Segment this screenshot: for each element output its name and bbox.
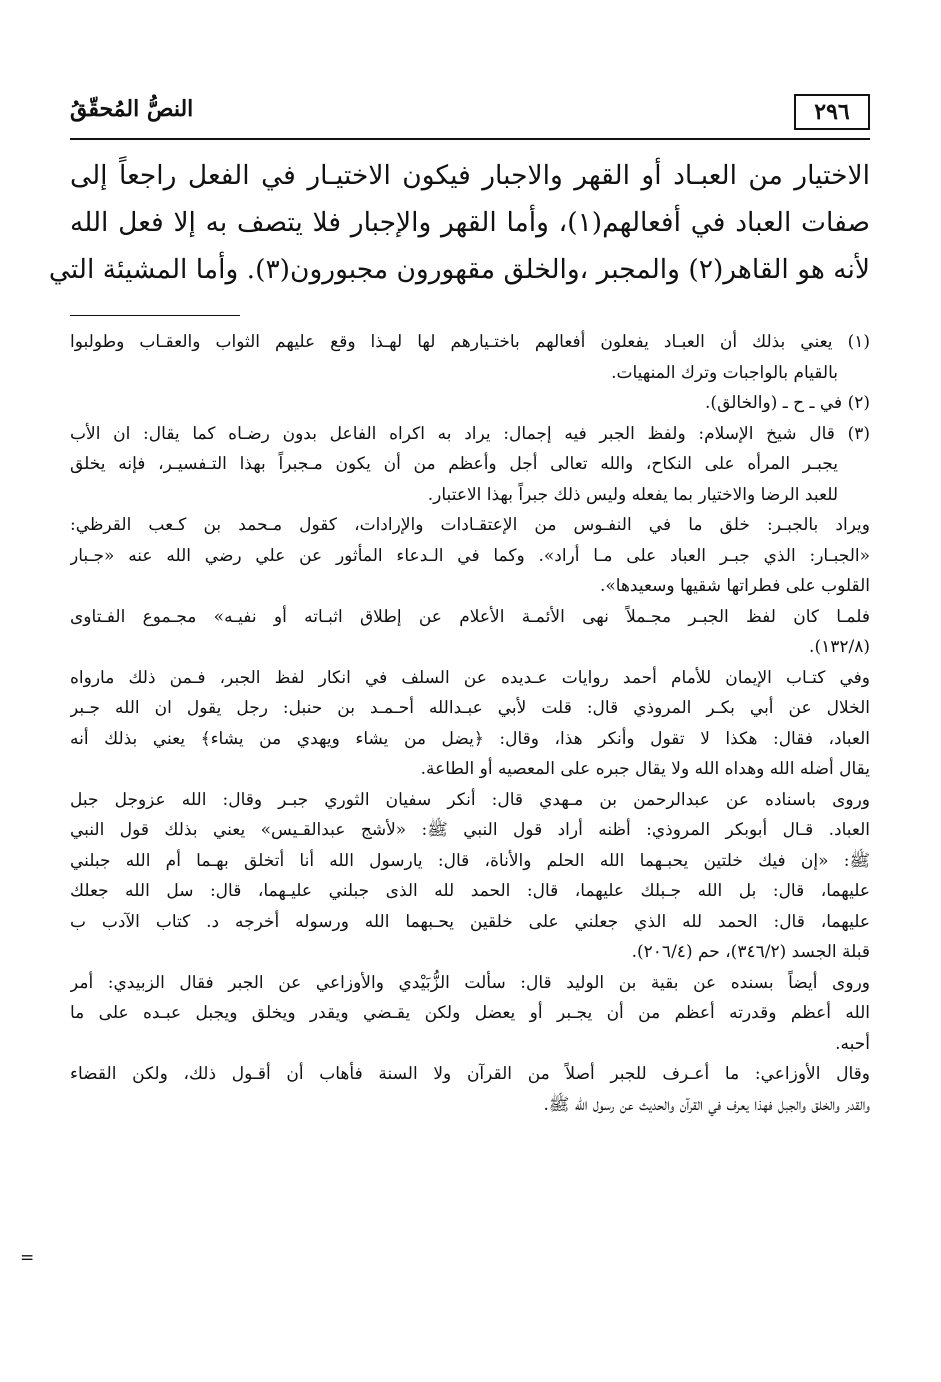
footnote-line: بالقيام بالواجبات وترك المنهيات. [611, 362, 838, 383]
footnote-line: (١) يعني بذلك أن العبـاد يفعلون أفعالهم باختـيارهم لها لهـذا وقع عليهم الثواب والعقـاب وطولبوا [70, 332, 870, 352]
footnote-line: العباد. قـال أبوبكر المروذي: أظنه أراد قول النبي ﷺ: «لأشج عبدالقـيس» يعني بذلك قول النبي [70, 820, 870, 840]
footnote-line: يقال أضله الله وهداه الله ولا يقال جبره على المعصيه أو الطاعة. [420, 759, 870, 779]
main-text-line: لأنه هو القاهر(٢) والمجبر ،والخلق مقهورون مجبورون(٣). وأما المشيئة التي [48, 254, 870, 285]
footnote-line: فلمـا كان لفظ الجبـر مجـملاً نهى الأئمـة الأعلام عن إطلاق اثبـاته أو نفيـه» مجـموع الفـتاوى [70, 606, 870, 627]
footnote-rule-wrap [70, 293, 870, 323]
footnote-line: وروى باسناده عن عبدالرحمن بن مـهدي قال: أنكر سفيان الثوري جبـر وقال: الله عزوجل جبل [70, 789, 870, 810]
footnote-line: وقال الأوزاعي: ما أعـرف للجبر أصلاً من القرآن ولا السنة فأهاب أن أقـول ذلك، ولكن القضاء [70, 1064, 870, 1084]
running-title: النصُّ المُحقّقُ [70, 96, 194, 122]
footnote-line: والقدر والخلق والجبل فهذا يعرف في القرآن والحديث عن رسول الله ﷺ. [543, 1094, 870, 1115]
main-text [48, 152, 870, 293]
page-header [70, 86, 870, 140]
document-page [48, 86, 870, 1120]
footnote-line: ﷺ: «إن فيك خلتين يحبـهما الله الحلم والأناة، قال: يارسول الله أنا أتخلق بهـما أم الله جبلني [70, 850, 870, 871]
footnote-separator [70, 315, 240, 316]
page-number: ٢٩٦ [794, 94, 870, 130]
footnote-line: «الجبـار: الذي جبـر العباد على مـا أراد». وكما في الـدعاء المأثور عن علي رضي الله عنه «جـبار [70, 545, 870, 566]
footnote-line: وروى أيضاً بسنده عن بقية بن الوليد قال: سألت الزُّبَيْدي والأوزاعي عن الجبر فقال الزبيدي: أمر [70, 972, 870, 993]
continuation-mark: = [20, 1248, 35, 1268]
footnote-line: أحبه. [835, 1033, 870, 1054]
footnote-line: (٣) قال شيخ الإسلام: ولفظ الجبر فيه إجمال: يراد به اكراه الفاعل بدون رضـاه كما يقال: ان الأب [70, 423, 870, 444]
footnote-line: (١٣٢/٨). [809, 637, 870, 657]
footnote-line: (٢) في ـ ح ـ (والخالق). [705, 393, 870, 413]
main-text-line: الاختيار من العبـاد أو القهر والاجبار فيكون الاختيـار في الفعل راجعاً إلى [70, 160, 870, 191]
footnote-line: عليهما، قال: الحمد لله الذي جعلني على خلقين يحـبهما الله ورسوله أخرجه د. كتاب الآدب ب [70, 911, 870, 932]
main-text-line: صفات العباد في أفعالهم(١)، وأما القهر والإجبار فلا يتصف به إلا فعل الله [70, 207, 870, 238]
footnote-line: عليهما، قال: بل الله جـبلك عليهما، قال: الحمد لله الذى جبلني عليـهما، قال: سل الله جعلك [70, 881, 870, 901]
footnote-line: قبلة الجسد (٣٤٦/٢)، حم (٢٠٦/٤). [631, 942, 870, 962]
footnote-line: يجبـر المرأه على النكاح، والله تعالى أجل وأعظم من أن يكون مـجبراً بهذا التـفسيـر، فإنه يخلق [70, 454, 838, 474]
footnote-line: الله أعظم وقدرته أعظم من أن يجـبر أو يعضل ولكن يقـضي ويقدر ويخلق ويجبل عبـده على ما [70, 1003, 870, 1023]
footnote-line: العباد، فقال: هكذا لا تقول وأنكر هذا، وقال: ﴿يضل من يشاء ويهدي من يشاء﴾ يعني بذلك أنه [70, 728, 870, 749]
footnote-line: للعبد الرضا والاختيار بما يفعله وليس ذلك جبراً بهذا الاعتبار. [427, 484, 838, 505]
footnote-line: القلوب على فطراتها شقيها وسعيدها». [599, 576, 870, 596]
footnote-line: الخلال عن أبي بكـر المروذي قال: قلت لأبي عبـدالله أحـمـد بن حنبل: رجل يقول ان الله جـبر [70, 698, 870, 718]
footnotes [70, 327, 870, 1120]
footnote-line: ويراد بالجبـر: خلق ما في النفـوس من الإعتقـادات والإرادات، كقول مـحمد بن كـعب القرظي: [70, 515, 870, 535]
footnote-line: وفي كتـاب الإيمان للأمام أحمد روايات عـديده عن السلف في انكار لفظ الجبر، فـمن ذلك مارواه [70, 667, 870, 688]
